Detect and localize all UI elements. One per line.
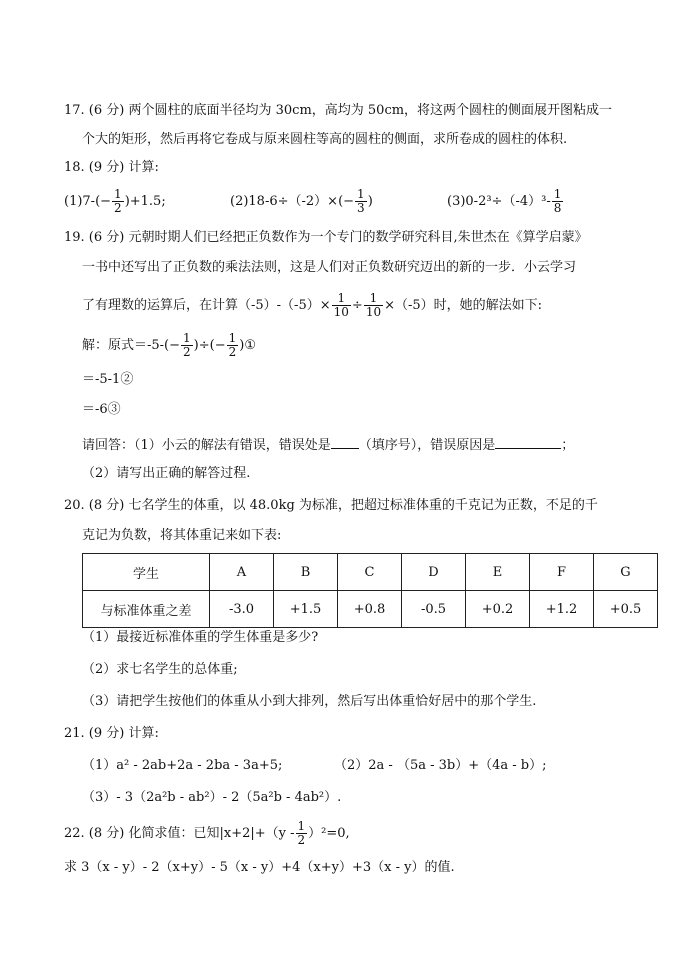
q22-line2: 求 3（x - y）- 2（x+y）- 5（x - y）+4（x+y）+3（x - y）的值. <box>64 860 455 875</box>
q20-line2: 克记为负数，将其体重记来如下表: <box>82 528 282 543</box>
q20-line1: 20. (8 分) 七名学生的体重，以 48.0kg 为标准，把超过标准体重的千克记为正数，不足的千 <box>64 498 598 513</box>
diff-cell: +0.2 <box>466 591 530 628</box>
q17-line2: 个大的矩形，然后再将它卷成与原来圆柱等高的圆柱的侧面，求所卷成的圆柱的体积. <box>82 132 568 147</box>
diff-cell: +0.5 <box>594 591 658 628</box>
student-cell: D <box>402 554 466 591</box>
student-cell: B <box>274 554 338 591</box>
q17-line1: 17. (6 分) 两个圆柱的底面半径均为 30cm，高均为 50cm，将这两个圆柱的侧面展开图粘成一 <box>64 103 613 118</box>
q18-part3: (3)0-2³÷（-4）³- $\frac{1}{8}$ <box>447 187 562 215</box>
student-cell: C <box>338 554 402 591</box>
q21-part3: （3）- 3（2a²b - ab²）- 2（5a²b - 4ab²）. <box>82 790 342 805</box>
q18-title: 18. (9 分) 计算: <box>64 160 159 175</box>
q19-line2: 一书中还写出了正负数的乘法法则，这是人们对正负数研究迈出的新的一步．小云学习 <box>82 260 577 275</box>
q19-fraction-1: $\frac{1}{10}$ <box>333 291 349 319</box>
q22-line1: 22. (8 分) 化简求值：已知|x+2|+（y - $\frac{1}{2}$ ）²=0, <box>64 819 350 847</box>
q19-solution-line1: 解：原式＝-5-(− $\frac{1}{2}$ )÷(− $\frac{1}{2}$ )① <box>82 331 256 359</box>
q19-fraction-2: $\frac{1}{10}$ <box>365 291 382 319</box>
q21-part2: （2）2a - （5a - 3b）+（4a - b）; <box>334 758 547 773</box>
q19-line1: 19. (6 分) 元朝时期人们已经把正负数作为一个专门的数学研究科目,朱世杰在《算学启蒙》 <box>64 230 588 245</box>
q19-ask2: （2）请写出正确的解答过程. <box>82 466 251 481</box>
q19-ask1: 请回答：（1）小云的解法有错误，错误处是 （填序号），错误原因是 ； <box>82 434 574 456</box>
q22-fraction: $\frac{1}{2}$ <box>297 819 306 847</box>
table-header-label: 学生 <box>83 554 210 591</box>
student-cell: G <box>594 554 658 591</box>
q18-p3-fraction: $\frac{1}{8}$ <box>553 187 562 215</box>
table-row <box>83 591 658 628</box>
q21-part1: （1）a² - 2ab+2a - 2ba - 3a+5; <box>82 758 283 773</box>
q18-part1: (1)7-(− $\frac{1}{2}$ )+1.5; <box>64 187 166 215</box>
q18-part2: (2)18-6÷（-2）×(− $\frac{1}{3}$ ) <box>230 187 373 215</box>
weight-table <box>82 553 658 628</box>
student-cell: E <box>466 554 530 591</box>
q19-sol-fraction-2: $\frac{1}{2}$ <box>228 331 237 359</box>
student-cell: F <box>530 554 594 591</box>
diff-cell: +1.5 <box>274 591 338 628</box>
q21-title: 21. (9 分) 计算: <box>64 726 159 741</box>
q20-sub1: （1）最接近标准体重的学生体重是多少? <box>82 630 319 645</box>
diff-cell: -3.0 <box>210 591 274 628</box>
q19-line3: 了有理数的运算后，在计算（-5）-（-5）× $\frac{1}{10}$ ÷ $\frac{1}{10}$ ×（-5）时，她的解法如下: <box>82 291 543 319</box>
q18-p2-fraction: $\frac{1}{3}$ <box>357 187 365 215</box>
q19-step3: ＝-6③ <box>82 402 121 417</box>
q19-blank-reason[interactable] <box>495 434 561 449</box>
q19-step2: ＝-5-1② <box>82 372 134 387</box>
student-cell: A <box>210 554 274 591</box>
q20-sub2: （2）求七名学生的总体重; <box>82 662 238 677</box>
q20-sub3: （3）请把学生按他们的体重从小到大排列，然后写出体重恰好居中的那个学生. <box>82 694 537 709</box>
q19-blank-step[interactable] <box>331 434 359 449</box>
diff-cell: -0.5 <box>402 591 466 628</box>
q18-p1-fraction: $\frac{1}{2}$ <box>114 187 122 215</box>
diff-cell: +1.2 <box>530 591 594 628</box>
diff-cell: +0.8 <box>338 591 402 628</box>
table-row-label: 与标准体重之差 <box>83 591 210 628</box>
q19-sol-fraction-1: $\frac{1}{2}$ <box>183 331 191 359</box>
table-row <box>83 554 658 591</box>
